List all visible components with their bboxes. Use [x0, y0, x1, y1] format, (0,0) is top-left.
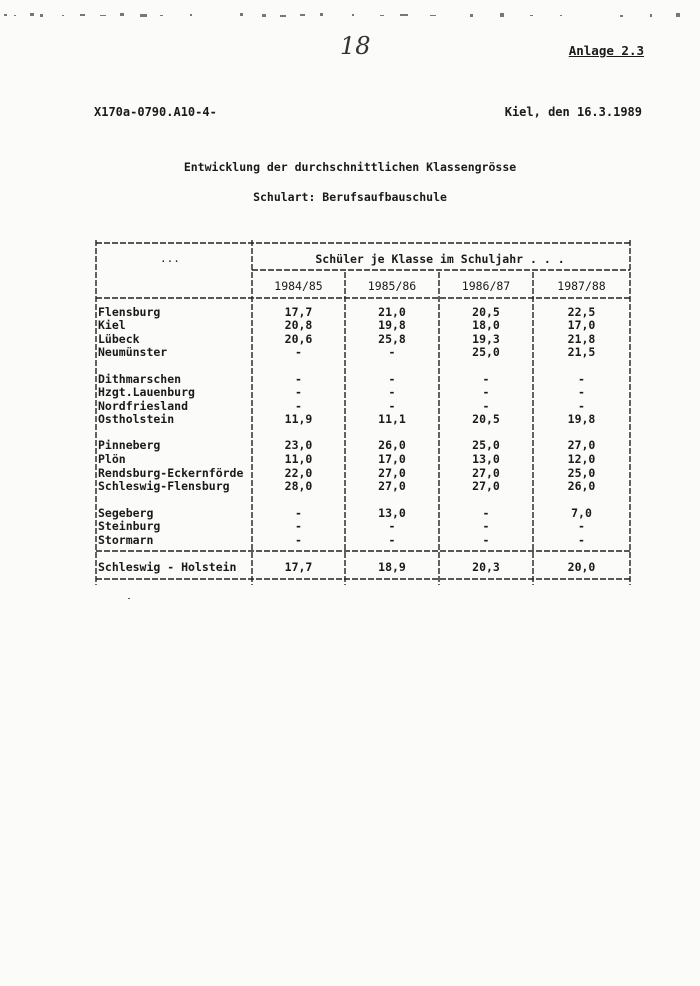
table-cell: 21,8: [567, 332, 596, 346]
document-subtitle: Schulart: Berufsaufbauschule: [253, 190, 447, 204]
table-cell: 20,5: [472, 412, 500, 426]
table-cell: 19,3: [472, 332, 500, 346]
table-cell: 17,7: [284, 305, 313, 319]
row-label: Neumünster: [98, 345, 168, 359]
table-cell: 25,0: [472, 345, 500, 359]
table-cell: 22,0: [284, 466, 313, 480]
year-header: 1984/85: [274, 279, 323, 293]
table-cell: 12,0: [567, 452, 596, 466]
row-label: Kiel: [98, 318, 126, 332]
row-label: Nordfriesland: [98, 399, 189, 413]
table-cell: 17,0: [567, 318, 596, 332]
table-cell: 20,8: [284, 318, 313, 332]
scan-noise: [0, 10, 700, 20]
table-cell: 19,8: [567, 412, 596, 426]
table-cell: 22,5: [567, 305, 596, 319]
table-cell: 20,6: [284, 332, 313, 346]
row-label: Plön: [98, 452, 126, 466]
table-cell: 11,0: [284, 452, 313, 466]
table-cell: -: [295, 519, 302, 533]
table-group-header: Schüler je Klasse im Schuljahr . . .: [315, 252, 565, 266]
year-header: 1986/87: [461, 279, 511, 293]
table-cell: 28,0: [284, 479, 313, 493]
row-label: Lübeck: [98, 332, 140, 346]
row-label: Rendsburg-Eckernförde: [98, 466, 244, 480]
table-cell: -: [578, 385, 585, 399]
table-cell: -: [295, 399, 302, 413]
annex-label: Anlage 2.3: [568, 43, 644, 58]
table-cell: -: [388, 372, 396, 386]
table-cell: -: [482, 372, 490, 386]
table-cell: -: [295, 533, 302, 547]
year-header: 1985/86: [367, 279, 417, 293]
table-cell: -: [578, 533, 585, 547]
row-label: Dithmarschen: [98, 372, 182, 386]
year-header: 1987/88: [557, 279, 606, 293]
table-cell: 18,0: [472, 318, 500, 332]
table-cell: 13,0: [378, 506, 406, 520]
table-cell: 27,0: [378, 466, 406, 480]
table-cell: 25,8: [378, 332, 406, 346]
table-cell: -: [388, 519, 396, 533]
table-cell: 19,8: [378, 318, 406, 332]
table-cell: -: [388, 385, 396, 399]
row-label: Pinneberg: [98, 438, 161, 452]
reference-number: X170a-0790.A10-4-: [94, 105, 217, 119]
row-label: Steinburg: [98, 519, 161, 533]
row-label: Flensburg: [98, 305, 161, 319]
total-cell: 17,7: [284, 560, 313, 574]
table-cell: 17,0: [378, 452, 406, 466]
table-cell: 25,0: [567, 466, 596, 480]
table-cell: 11,9: [284, 412, 313, 426]
table-cell: -: [295, 372, 302, 386]
table-cell: 26,0: [378, 438, 406, 452]
table-cell: -: [578, 399, 585, 413]
table-cell: -: [295, 506, 302, 520]
place-date: Kiel, den 16.3.1989: [504, 105, 642, 119]
table-cell: -: [482, 519, 490, 533]
document-title: Entwicklung der durchschnittlichen Klassengrösse: [183, 160, 517, 174]
scan-speck: [128, 598, 130, 599]
handwritten-page-number: 18: [340, 32, 371, 60]
table-cell: 13,0: [472, 452, 500, 466]
table-cell: -: [578, 519, 585, 533]
table-cell: -: [482, 533, 490, 547]
total-cell: 18,9: [378, 560, 406, 574]
table-cell: 27,0: [472, 466, 500, 480]
table-cell: -: [388, 533, 396, 547]
table-cell: 11,1: [378, 412, 406, 426]
row-label: Segeberg: [98, 506, 154, 520]
total-cell: 20,3: [472, 560, 500, 574]
table-cell: 21,0: [378, 305, 406, 319]
table-cell: -: [482, 399, 490, 413]
table-cell: -: [388, 399, 396, 413]
total-row-label: Schleswig - Holstein: [98, 560, 237, 574]
table-cell: 20,5: [472, 305, 500, 319]
table-cell: -: [578, 372, 585, 386]
row-label: Hzgt.Lauenburg: [98, 385, 195, 399]
table-cell: 21,5: [567, 345, 596, 359]
table-cell: 25,0: [472, 438, 500, 452]
row-label: Ostholstein: [98, 412, 175, 426]
table-cell: 26,0: [567, 479, 596, 493]
table-cell: -: [388, 345, 396, 359]
total-cell: 20,0: [567, 560, 596, 574]
table-cell: -: [482, 506, 490, 520]
table-cell: 7,0: [571, 506, 592, 520]
row-label: Schleswig-Flensburg: [98, 479, 230, 493]
table-cell: 23,0: [284, 438, 313, 452]
table-cell: -: [482, 385, 490, 399]
table-cell: 27,0: [567, 438, 596, 452]
table-cell: -: [295, 345, 302, 359]
table-cell: 27,0: [378, 479, 406, 493]
table-cell: -: [295, 385, 302, 399]
row-label: Stormarn: [98, 533, 154, 547]
table-corner: ...: [160, 252, 180, 265]
table-cell: 27,0: [472, 479, 500, 493]
